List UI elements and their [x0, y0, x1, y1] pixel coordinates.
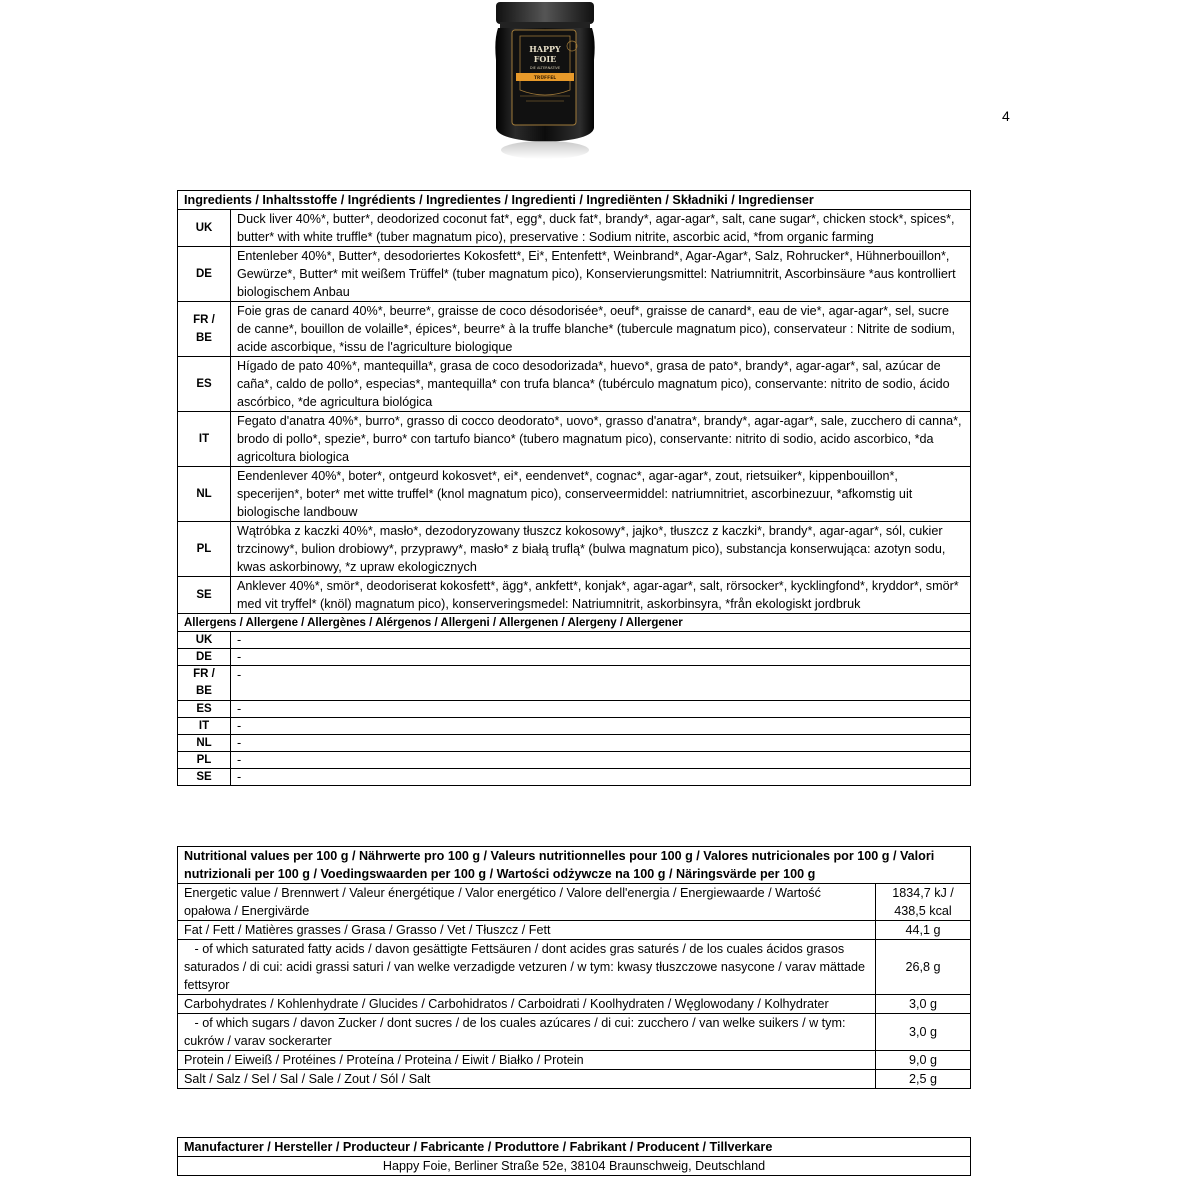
- nutrition-row: [178, 884, 971, 921]
- allergen-row: [178, 735, 971, 752]
- allergen-row: [178, 701, 971, 718]
- lang-code: PL: [178, 752, 231, 769]
- lang-code: ES: [178, 701, 231, 718]
- nutrition-label: Energetic value / Brennwert / Valeur énergétique / Valor energético / Valore dell'energia / Energiewaarde / Wartość opałowa / Energivärde: [178, 884, 876, 921]
- nutrition-value: 3,0 g: [876, 1014, 971, 1051]
- nutrition-row: [178, 940, 971, 995]
- ingredient-text: Wątróbka z kaczki 40%*, masło*, dezodoryzowany tłuszcz kokosowy*, jajko*, tłuszcz z kaczki*, brandy*, agar-agar*, sól, cukier trzcinowy*, bulion drobiowy*, przyprawy*, masło* z białą truflą* (bulwa magnatum pico), substancja konserwująca: azotyn sodu, kwas askorbinowy, *z upraw ekologicznych: [231, 522, 971, 577]
- lang-code: DE: [178, 649, 231, 666]
- nutrition-label: Fat / Fett / Matières grasses / Grasa / Grasso / Vet / Tłuszcz / Fett: [178, 921, 876, 940]
- nutrition-row: [178, 1051, 971, 1070]
- lang-code: UK: [178, 210, 231, 247]
- nutrition-label: - of which saturated fatty acids / davon gesättigte Fettsäuren / dont acides gras saturés / de los cuales ácidos grasos saturados / di cui: acidi grassi saturi / van welke verzadigde vetzuren / w tym: kwasy tłuszczowe nasycone / varav mättade fettsyror: [178, 940, 876, 995]
- manufacturer-table: [177, 1137, 971, 1176]
- nutrition-row: [178, 995, 971, 1014]
- ingredient-row: [178, 412, 971, 467]
- lang-code: SE: [178, 769, 231, 786]
- ingredient-text: Anklever 40%*, smör*, deodoriserat kokosfett*, ägg*, ankfett*, konjak*, agar-agar*, salt, rörsocker*, kycklingfond*, kryddor*, smör* med vit tryffel* (knöl) magnatum pico), konserveringsmedel: Natriumnitrit, askorbinsyra, *från ekologiskt jordbruk: [231, 577, 971, 614]
- nutrition-label: Carbohydrates / Kohlenhydrate / Glucides / Carbohidratos / Carboidrati / Koolhydraten / Węglowodany / Kolhydrater: [178, 995, 876, 1014]
- allergen-text: -: [231, 632, 971, 649]
- lang-code: FR / BE: [178, 666, 231, 701]
- lang-code: UK: [178, 632, 231, 649]
- ingredient-row: [178, 357, 971, 412]
- allergens-header: Allergens / Allergene / Allergènes / Alérgenos / Allergeni / Allergenen / Alergeny / Allergener: [178, 614, 971, 632]
- allergen-text: -: [231, 718, 971, 735]
- allergen-text: -: [231, 752, 971, 769]
- page-number: 4: [1002, 108, 1010, 124]
- allergen-text: -: [231, 649, 971, 666]
- lang-code: NL: [178, 467, 231, 522]
- allergen-text: -: [231, 735, 971, 752]
- ingredient-text: Hígado de pato 40%*, mantequilla*, grasa de coco desodorizada*, huevo*, grasa de pato*, brandy*, agar-agar*, sal, azúcar de caña*, caldo de pollo*, especias*, mantequilla* con trufa blanca* (tubérculo magnatum pico), conservante: nitrito de sodio, ácido ascórbico, *de agricultura biológica: [231, 357, 971, 412]
- nutrition-header-row: [178, 847, 971, 884]
- nutrition-value: 9,0 g: [876, 1051, 971, 1070]
- lang-code: PL: [178, 522, 231, 577]
- jar-band-text: TRÜFFEL: [533, 76, 557, 81]
- ingredient-row: [178, 302, 971, 357]
- ingredient-text: Eendenlever 40%*, boter*, ontgeurd kokosvet*, ei*, eendenvet*, cognac*, agar-agar*, zout, rietsuiker*, kippenbouillon*, specerijen*, boter* met witte truffel* (knol magnatum pico), conserveermiddel: natriumnitriet, ascorbinezuur, *afkomstig uit biologische landbouw: [231, 467, 971, 522]
- jar-brand-line2: FOIE: [533, 54, 557, 64]
- nutrition-label: Protein / Eiweiß / Protéines / Proteína / Proteina / Eiwit / Białko / Protein: [178, 1051, 876, 1070]
- ingredient-row: [178, 210, 971, 247]
- allergen-row: [178, 718, 971, 735]
- nutrition-row: [178, 1070, 971, 1089]
- lang-code: IT: [178, 412, 231, 467]
- lang-code: SE: [178, 577, 231, 614]
- manufacturer-header: Manufacturer / Hersteller / Producteur / Fabricante / Produttore / Fabrikant / Producent / Tillverkare: [178, 1138, 971, 1157]
- ingredient-row: [178, 577, 971, 614]
- allergen-row: [178, 649, 971, 666]
- nutrition-header: Nutritional values per 100 g / Nährwerte pro 100 g / Valeurs nutritionnelles pour 100 g / Valores nutricionales por 100 g / Valori nutrizionali per 100 g / Voedingswaarden per 100 g / Wartości odżywcze na 100 g / Näringsvärde per 100 g: [178, 847, 971, 884]
- ingredients-table: [177, 190, 971, 786]
- ingredient-text: Fegato d'anatra 40%*, burro*, grasso di cocco deodorato*, uovo*, grasso d'anatra*, brandy*, agar-agar*, sale, zucchero di canna*, brodo di pollo*, spezie*, burro* con tartufo bianco* (tubero magnatum pico), conservante: nitrito di sodio, acido ascorbico, *da agricoltura biologica: [231, 412, 971, 467]
- jar-brand-line1: HAPPY: [529, 44, 561, 54]
- ingredient-row: [178, 467, 971, 522]
- allergen-row: [178, 632, 971, 649]
- ingredient-text: Entenleber 40%*, Butter*, desodoriertes Kokosfett*, Ei*, Entenfett*, Weinbrand*, Agar-Agar*, Salz, Rohrucker*, Hühnerbouillon*, Gewürze*, Butter* mit weißem Trüffel* (tuber magnatum pico), Konservierungsmittel: Natriumnitrit, Ascorbinsäure *aus kontrolliert biologischem Anbau: [231, 247, 971, 302]
- allergen-text: -: [231, 769, 971, 786]
- nutrition-label: Salt / Salz / Sel / Sal / Sale / Zout / Sól / Salt: [178, 1070, 876, 1089]
- allergen-row: [178, 752, 971, 769]
- ingredients-header: Ingredients / Inhaltsstoffe / Ingrédients / Ingredientes / Ingredienti / Ingrediënten / Składniki / Ingredienser: [178, 191, 971, 210]
- manufacturer-address: Happy Foie, Berliner Straße 52e, 38104 Braunschweig, Deutschland: [178, 1157, 971, 1176]
- nutrition-value: 1834,7 kJ / 438,5 kcal: [876, 884, 971, 921]
- nutrition-value: 3,0 g: [876, 995, 971, 1014]
- ingredient-row: [178, 247, 971, 302]
- lang-code: ES: [178, 357, 231, 412]
- nutrition-label: - of which sugars / davon Zucker / dont sucres / de los cuales azúcares / di cui: zucchero / van welke suikers / w tym: cukrów / varav sockerarter: [178, 1014, 876, 1051]
- manufacturer-header-row: [178, 1138, 971, 1157]
- lang-code: NL: [178, 735, 231, 752]
- ingredient-row: [178, 522, 971, 577]
- lang-code: DE: [178, 247, 231, 302]
- allergen-text: -: [231, 666, 971, 701]
- ingredients-header-row: [178, 191, 971, 210]
- allergen-row: [178, 666, 971, 701]
- nutrition-row: [178, 921, 971, 940]
- ingredient-text: Foie gras de canard 40%*, beurre*, graisse de coco désodorisée*, oeuf*, graisse de canard*, eau de vie*, agar-agar*, sel, sucre de canne*, bouillon de volaille*, épices*, beurre* à la truffe blanche* (tubercule magnatum pico), conservateur : Nitrite de sodium, acide ascorbique, *issu de l'agriculture biologique: [231, 302, 971, 357]
- lang-code: FR / BE: [178, 302, 231, 357]
- allergens-header-row: [178, 614, 971, 632]
- nutrition-value: 2,5 g: [876, 1070, 971, 1089]
- nutrition-row: [178, 1014, 971, 1051]
- lang-code: IT: [178, 718, 231, 735]
- jar-tagline: DIE ALTERNATIVE: [529, 66, 561, 70]
- nutrition-value: 44,1 g: [876, 921, 971, 940]
- product-jar-image: [490, 0, 600, 170]
- nutrition-table: [177, 846, 971, 1089]
- nutrition-value: 26,8 g: [876, 940, 971, 995]
- manufacturer-address-row: [178, 1157, 971, 1176]
- allergen-text: -: [231, 701, 971, 718]
- allergen-row: [178, 769, 971, 786]
- ingredient-text: Duck liver 40%*, butter*, deodorized coconut fat*, egg*, duck fat*, brandy*, agar-agar*, salt, cane sugar*, chicken stock*, spices*, butter* with white truffle* (tuber magnatum pico), preservative : Sodium nitrite, ascorbic acid, *from organic farming: [231, 210, 971, 247]
